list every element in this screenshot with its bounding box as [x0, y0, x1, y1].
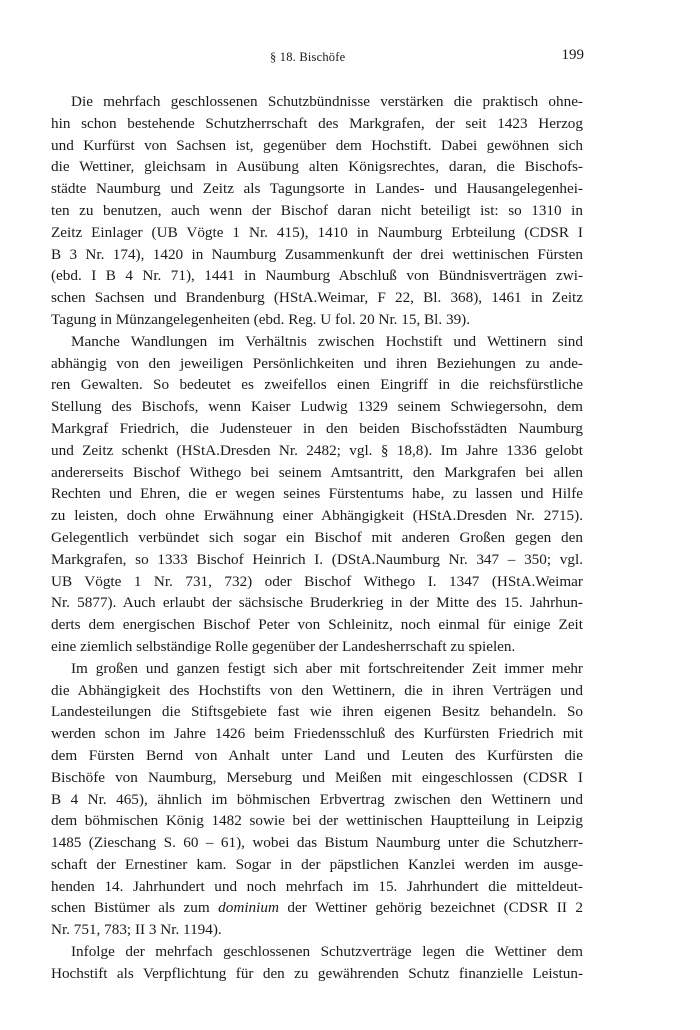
text-line: Rechten und Ehren, die er wegen seines Fürstentums habe, zu lassen und Hilfe	[51, 485, 583, 503]
paragraph	[51, 331, 583, 658]
text-line: ten zu benutzen, auch wenn der Bischof daran nicht beteiligt ist: so 1310 in	[51, 201, 583, 219]
text-line: und Kurfürst von Sachsen ist, gegenüber dem Hochstift. Dabei gewöhnen sich	[51, 136, 583, 154]
text-line: Stellung des Bischofs, wenn Kaiser Ludwig 1329 seinem Schwiegersohn, dem	[51, 398, 583, 416]
text-line: (ebd. I B 4 Nr. 71), 1441 in Naumburg Abschluß von Bündnisverträgen zwi-	[51, 267, 583, 285]
text-line: städte Naumburg und Zeitz als Tagungsorte in Landes- und Hausangelegenhei-	[51, 180, 583, 198]
text-line: dem Fürsten Bernd von Anhalt unter Land und Leuten des Kurfürsten die	[51, 746, 583, 764]
text-line: Markgraf Friedrich, die Judensteuer in den beiden Bischofsstädten Naumburg	[51, 419, 583, 437]
text-line: Hochstift als Verpflichtung für den zu gewährenden Schutz finanzielle Leistun-	[51, 964, 583, 982]
text-line: werden schon im Jahre 1426 beim Friedensschluß des Kurfürsten Friedrich mit	[51, 725, 583, 743]
text-line: Manche Wandlungen im Verhältnis zwischen Hochstift und Wettinern sind	[71, 332, 583, 350]
text-line: Im großen und ganzen festigt sich aber mit fortschreitender Zeit immer mehr	[71, 659, 583, 677]
body-text	[51, 91, 583, 985]
text-line: und Zeitz schenkt (HStA.Dresden Nr. 2482; vgl. § 18,8). Im Jahre 1336 gelobt	[51, 441, 583, 459]
text-line: Nr. 5877). Auch erlaubt der sächsische Bruderkrieg in der Mitte des 15. Jahrhun-	[51, 594, 583, 612]
text-line: Tagung in Münzangelegenheiten (ebd. Reg. U fol. 20 Nr. 15, Bl. 39).	[51, 310, 471, 328]
text-line: schaft der Ernestiner kam. Sogar in der päpstlichen Kanzlei werden im ausge-	[51, 855, 583, 873]
text-line: schen Sachsen und Brandenburg (HStA.Weimar, F 22, Bl. 368), 1461 in Zeitz	[51, 289, 583, 307]
text-line: Markgrafen, so 1333 Bischof Heinrich I. (DStA.Naumburg Nr. 347 – 350; vgl.	[51, 550, 583, 568]
text-line: henden 14. Jahrhundert und noch mehrfach im 15. Jahrhundert die mitteldeut-	[51, 877, 583, 895]
paragraph	[51, 91, 583, 331]
emphasis-term: dominium	[218, 899, 279, 917]
text-line: 1485 (Zieschang S. 60 – 61), wobei das Bistum Naumburg unter die Schutzherr-	[51, 834, 583, 852]
text-line: Zeitz Einlager (UB Vögte 1 Nr. 415), 1410 in Naumburg Erbteilung (CDSR I	[51, 223, 583, 241]
text-line: Gelegentlich verbündet sich sogar ein Bischof mit anderen Großen gegen den	[51, 528, 583, 546]
text-line: derts dem energischen Bischof Peter von Schleinitz, noch einmal für einige Zeit	[51, 616, 583, 634]
text-line: UB Vögte 1 Nr. 731, 732) oder Bischof Withego I. 1347 (HStA.Weimar	[51, 572, 583, 590]
text-line: schen Bistümer als zum dominium der Wettiner gehörig bezeichnet (CDSR II 2	[51, 899, 583, 917]
text-line: Nr. 751, 783; II 3 Nr. 1194).	[51, 921, 222, 939]
paragraph	[51, 941, 583, 985]
page-number: 199	[561, 47, 584, 63]
text-line: Bischöfe von Naumburg, Merseburg und Meißen mit eingeschlossen (CDSR I	[51, 768, 583, 786]
text-line: abhängig von den jeweiligen Persönlichkeiten und ihren Beziehungen zu ande-	[51, 354, 583, 372]
paragraph	[51, 658, 583, 941]
text-line: B 3 Nr. 174), 1420 in Naumburg Zusammenkunft der drei wettinischen Fürsten	[51, 245, 583, 263]
text-line: B 4 Nr. 465), ähnlich im böhmischen Erbvertrag zwischen den Wettinern und	[51, 790, 583, 808]
text-line: Infolge der mehrfach geschlossenen Schutzverträge legen die Wettiner dem	[71, 943, 583, 961]
text-line: die Wettiner, gleichsam in Ausübung alten Königsrechtes, daran, die Bischofs-	[51, 158, 583, 176]
text-line: eine ziemlich selbständige Rolle gegenüber der Landesherrschaft zu spielen.	[51, 637, 516, 655]
text-line: dem böhmischen König 1482 sowie bei der wettinischen Hauptteilung in Leipzig	[51, 812, 583, 830]
text-line: die Abhängigkeit des Hochstifts von den Wettinern, die in ihren Verträgen und	[51, 681, 583, 699]
text-line: zu leisten, doch ohne Erwähnung einer Abhängigkeit (HStA.Dresden Nr. 2715).	[51, 507, 583, 525]
running-head: § 18. Bischöfe	[270, 50, 346, 64]
text-line: ren Gewalten. So bedeutet es zweifellos einen Eingriff in die reichsfürstliche	[51, 376, 583, 394]
text-line: Landesteilungen die Stiftsgebiete fast wie ihren eigenen Besitz behandeln. So	[51, 703, 583, 721]
text-line: andererseits Bischof Withego bei seinem Amtsantritt, den Markgrafen bei allen	[51, 463, 583, 481]
text-line: hin schon bestehende Schutzherrschaft des Markgrafen, der seit 1423 Herzog	[51, 114, 583, 132]
text-line: Die mehrfach geschlossenen Schutzbündnisse verstärken die praktisch ohne-	[71, 93, 583, 110]
